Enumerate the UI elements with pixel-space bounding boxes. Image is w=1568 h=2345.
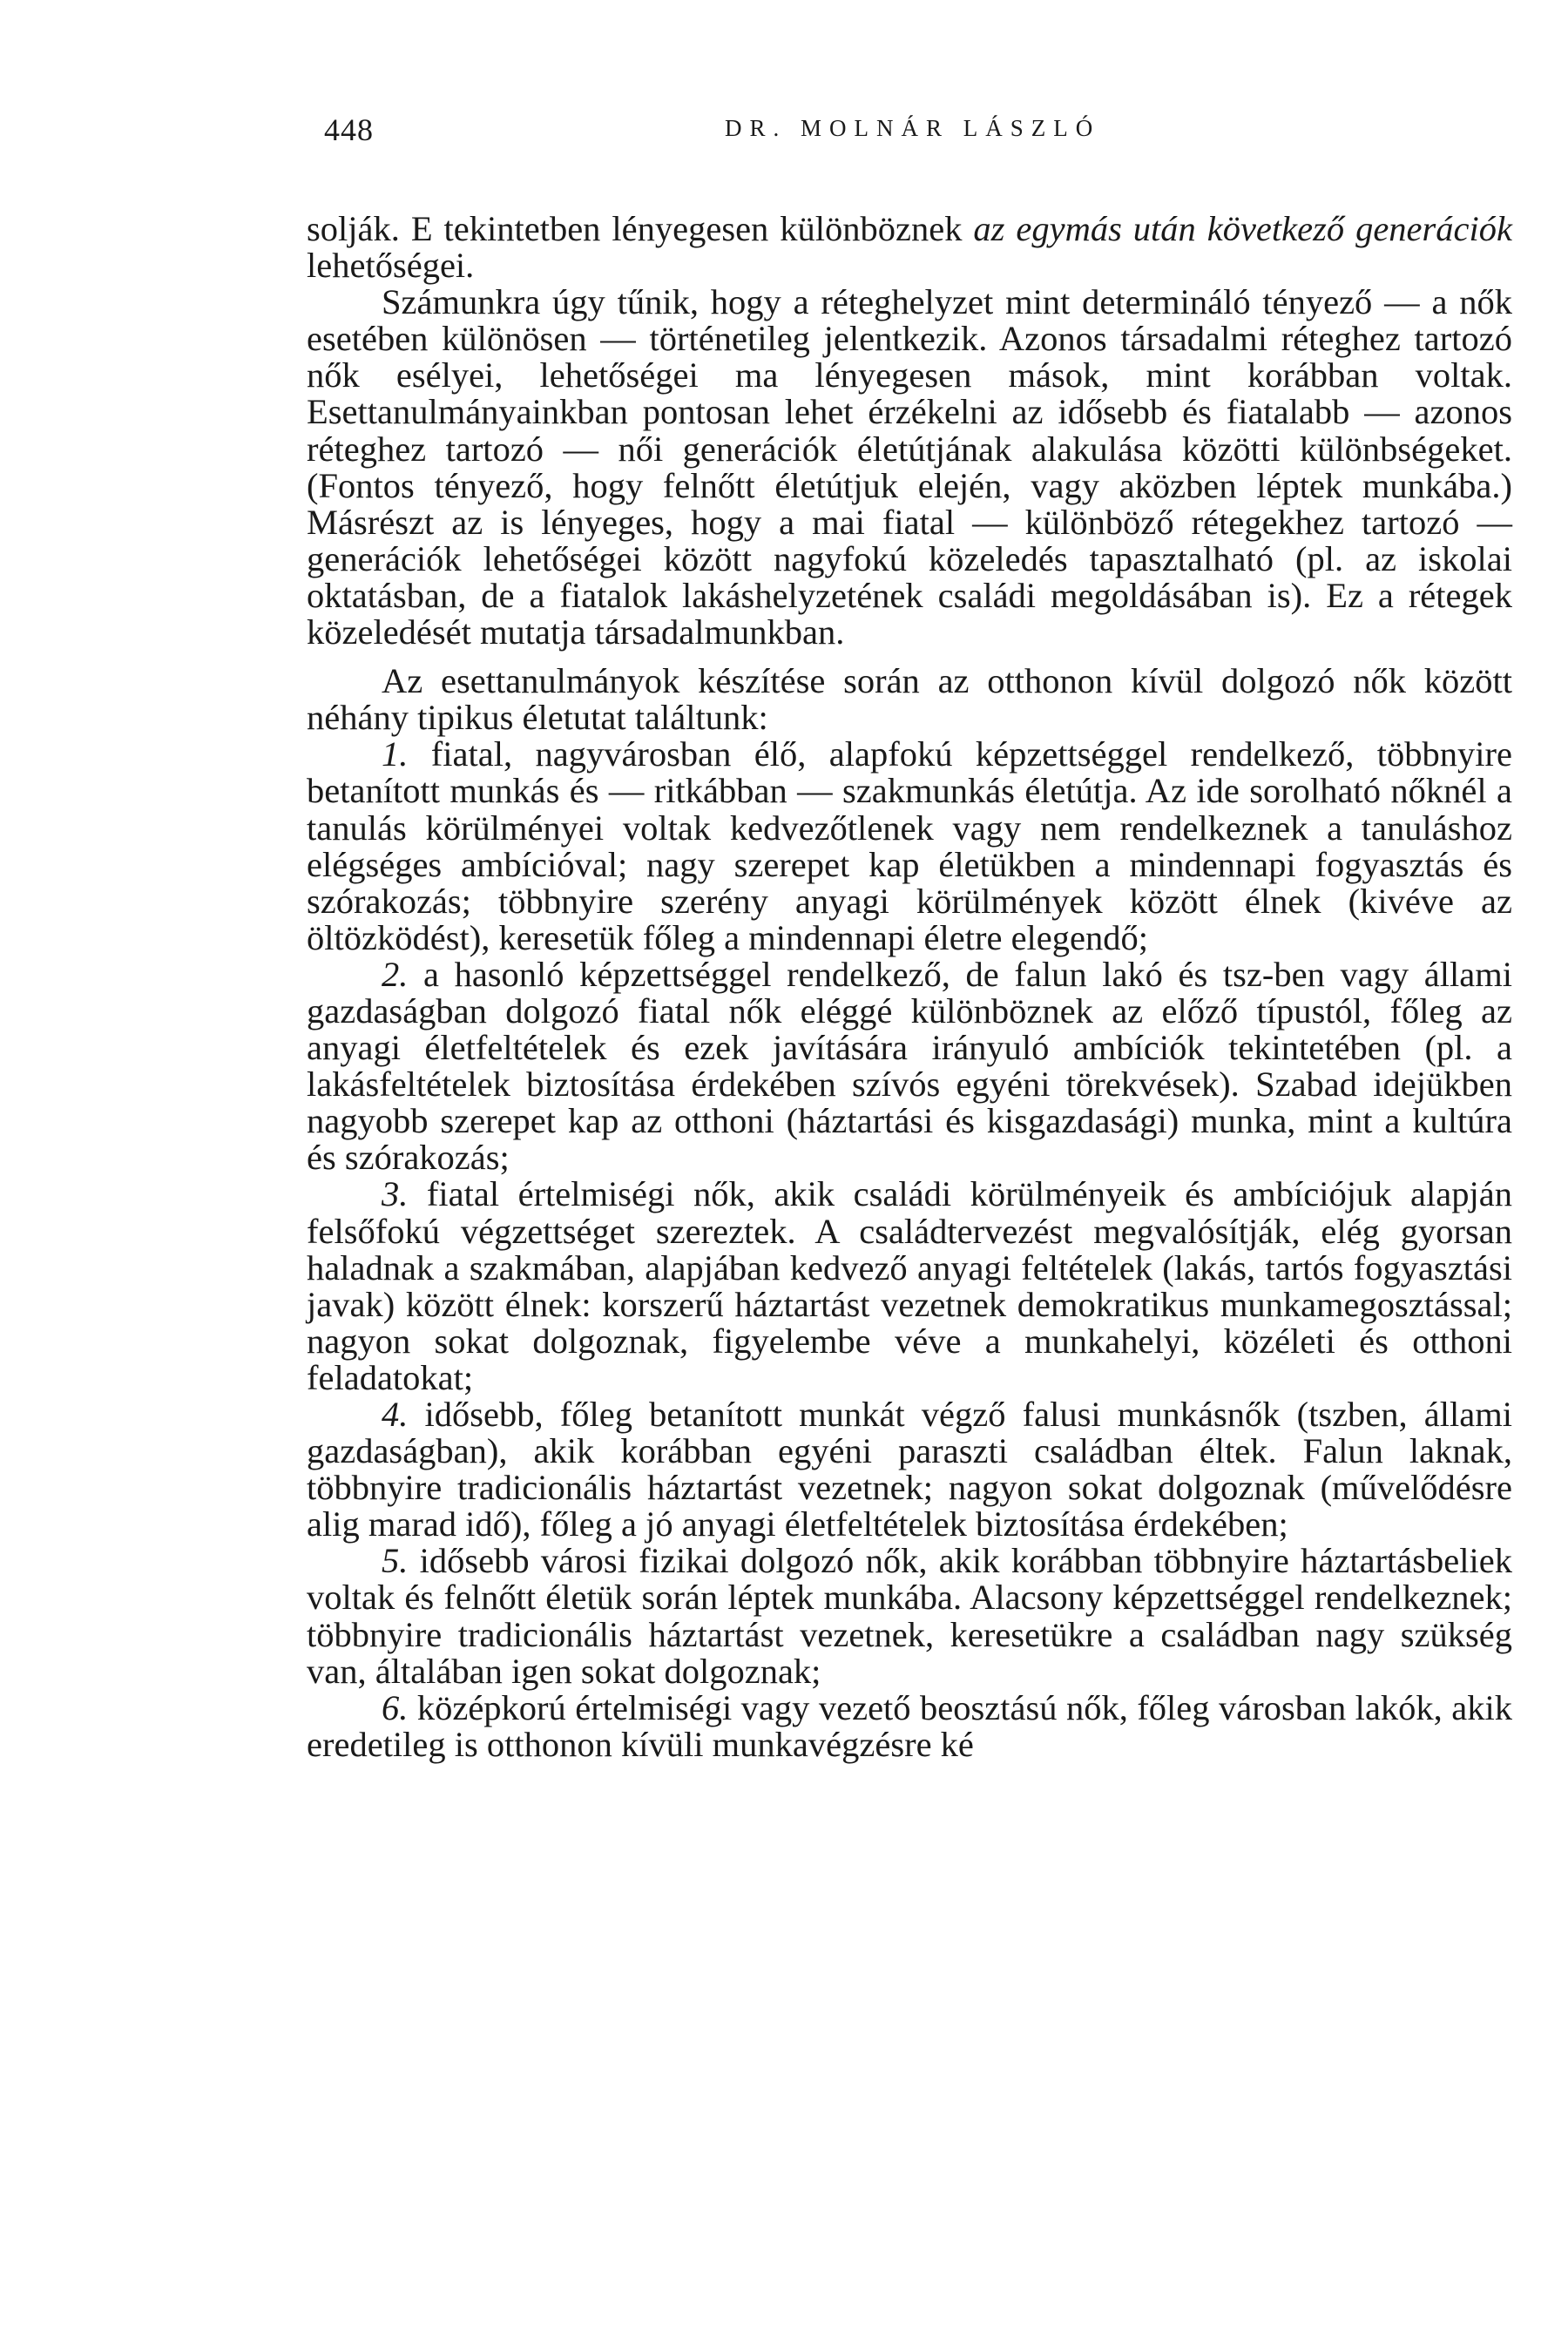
page-number: 448 (324, 112, 374, 147)
paragraph-text: solják. E tekintetben lényegesen különböznek (307, 209, 974, 248)
list-item-number: 2. (382, 954, 409, 994)
paragraph-text: lehetőségei. (307, 246, 475, 286)
list-item-text: középkorú értelmiségi vagy vezető beosztású nők, főleg városban lakók, akik eredetileg is otthonon kívüli munkavégzésre ké (307, 1687, 1512, 1764)
paragraph (307, 211, 1512, 284)
paragraph: Az esettanulmányok készítése során az otthonon kívül dolgozó nők között néhány tipikus életutat találtunk: (307, 661, 1512, 738)
list-item-text: a hasonló képzettséggel rendelkező, de falun lakó és tsz-ben vagy állami gazdaságban dolgozó fiatal nők eléggé különböznek az előző típustól, főleg az anyagi életfeltételek és ezek javítására irányuló ambíciók tekintetében (pl. a lakásfeltételek biztosítása érdekében szívós egyéni törekvések). Szabad idejükben nagyobb szerepet kap az otthoni (háztartási és kisgazdasági) munka, mint a kultúra és szórakozás; (307, 954, 1512, 1178)
page-header (324, 112, 1195, 155)
list-item (307, 1176, 1512, 1396)
body-text (307, 211, 1512, 1763)
list-item-number: 3. (382, 1174, 409, 1214)
list-item-text: fiatal értelmiségi nők, akik családi körülményeik és ambíciójuk alapján felsőfokú végzettséget szereztek. A családtervezést megvalósítják, elég gyorsan haladnak a szakmában, alapjában kedvező anyagi feltételek (lakás, tartós fogyasztási javak) között élnek: korszerű háztartást vezetnek demokratikus munkamegosztással; nagyon sokat dolgoznak, figyelembe véve a munkahelyi, közéleti és otthoni feladatokat; (307, 1174, 1512, 1397)
emphasis-text: az egymás után következő generációk (973, 209, 1512, 248)
list-item-number: 5. (382, 1541, 409, 1581)
list-item-text: idősebb városi fizikai dolgozó nők, akik korábban többnyire háztartásbeliek voltak és felnőtt életük során léptek munkába. Alacsony képzettséggel rendelkeznek; többnyire tradicionális háztartást vezetnek, keresetükre a családban nagy szükség van, általában igen sokat dolgoznak; (307, 1541, 1512, 1691)
list-item-number: 6. (382, 1687, 409, 1727)
paragraph: Számunkra úgy tűnik, hogy a réteghelyzet mint determináló tényező — a nők esetében különösen — történetileg jelentkezik. Azonos társadalmi réteghez tartozó nők esélyei, lehetőségei ma lényegesen mások, mint korábban voltak. Esettanulmányainkban pontosan lehet érzékelni az idősebb és fiatalabb — azonos réteghez tartozó — női generációk életútjának alakulása közötti különbségeket. (Fontos tényező, hogy felnőtt életútjuk elején, vagy aközben léptek munkába.) Másrészt az is lényeges, hogy a mai fiatal — különböző rétegekhez tartozó — generációk lehetőségei között nagyfokú közeledés tapasztalható (pl. az iskolai oktatásban, de a fiatalok lakáshelyzetének családi megoldásában is). Ez a rétegek közeledését mutatja társadalmunkban. (307, 282, 1512, 652)
list-item (307, 1687, 1512, 1764)
list-item (307, 736, 1512, 956)
list-item-number: 1. (382, 734, 409, 774)
running-head: DR. MOLNÁR LÁSZLÓ (725, 115, 1101, 141)
list-item (307, 1543, 1512, 1689)
list-item-text: idősebb, főleg betanított munkát végző falusi munkásnők (tszben, állami gazdaságban), akik korábban egyéni paraszti családban éltek. Falun laknak, többnyire tradicionális háztartást vezetnek; nagyon sokat dolgoznak (művelődésre alig marad idő), főleg a jó anyagi életfeltételek biztosítása érdekében; (307, 1395, 1512, 1544)
list-item (307, 1396, 1512, 1543)
list-item (307, 956, 1512, 1177)
list-item-text: fiatal, nagyvárosban élő, alapfokú képzettséggel rendelkező, többnyire betanított munkás és — ritkábban — szakmunkás életútja. Az ide sorolható nőknél a tanulás körülményei voltak kedvezőtlenek vagy nem rendelkeznek a tanuláshoz elégséges ambícióval; nagy szerepet kap életükben a mindennapi fogyasztás és szórakozás; többnyire szerény anyagi körülmények között élnek (kivéve az öltözködést), keresetük főleg a mindennapi életre elegendő; (307, 734, 1512, 957)
list-item-number: 4. (382, 1395, 409, 1434)
